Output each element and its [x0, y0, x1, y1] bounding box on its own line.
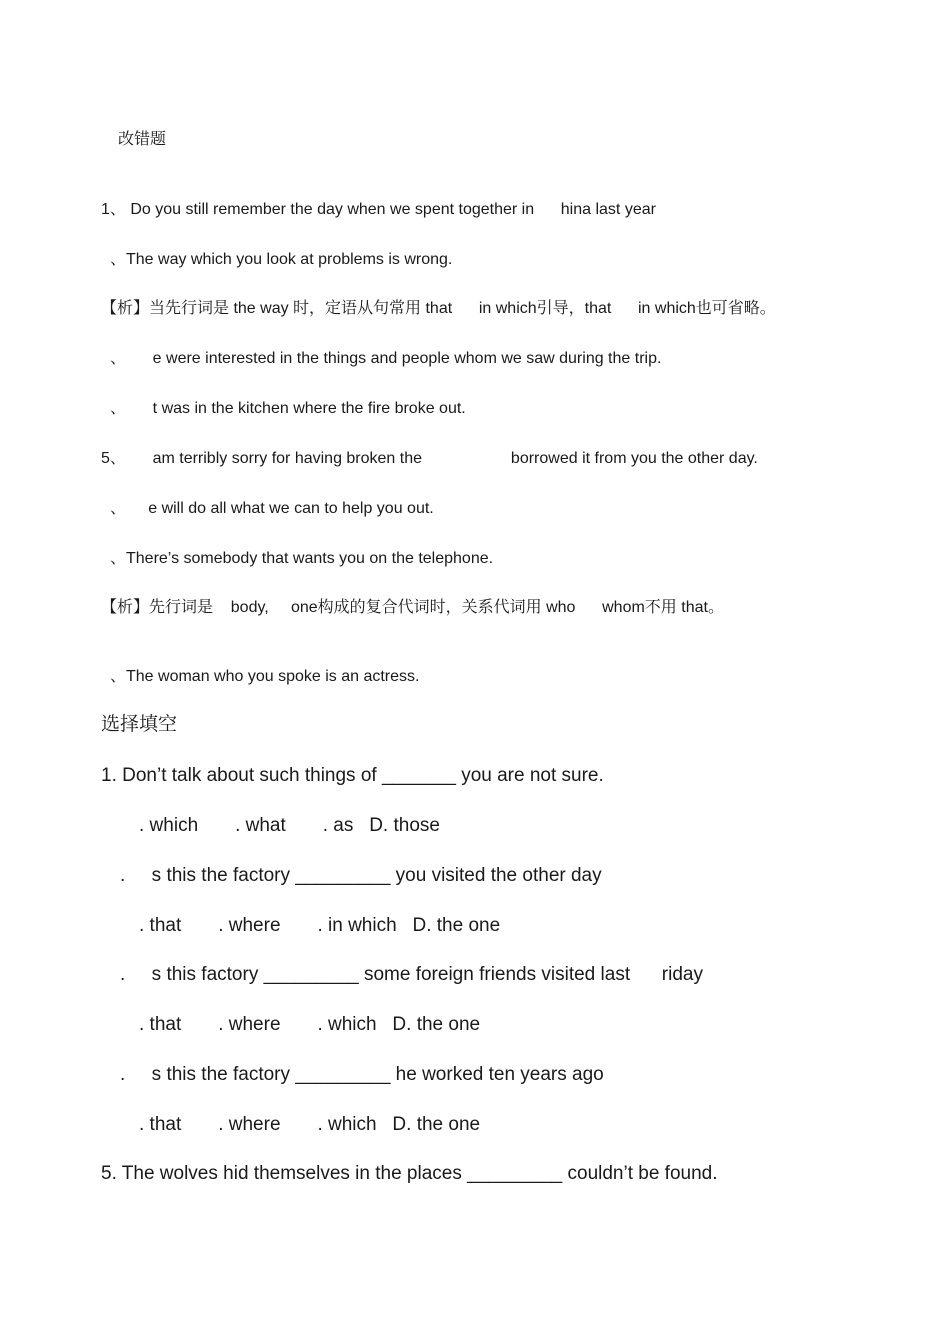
error-item-1: 1、 Do you still remember the day when we spent together in hina last year: [101, 201, 656, 218]
section-title-error-correction: 改错题: [118, 131, 167, 148]
choice-question-1: 1. Don’t talk about such things of _______ you are not sure.: [101, 765, 604, 786]
choice-options-4: . that . where . which D. the one: [139, 1114, 481, 1135]
choice-question-4: . s this the factory _________ he worked ten years ago: [120, 1064, 604, 1085]
error-item-4: 、 t was in the kitchen where the fire broke out.: [110, 400, 466, 417]
error-item-7: 、There’s somebody that wants you on the telephone.: [110, 550, 494, 567]
choice-options-1: . which . what . as D. those: [139, 815, 440, 836]
error-item-6: 、 e will do all what we can to help you out.: [110, 500, 434, 517]
error-item-3: 、 e were interested in the things and people whom we saw during the trip.: [110, 350, 662, 367]
choice-options-2: . that . where . in which D. the one: [139, 915, 501, 936]
choice-options-3: . that . where . which D. the one: [139, 1014, 481, 1035]
choice-question-3: . s this factory _________ some foreign friends visited last riday: [120, 964, 703, 985]
choice-question-5: 5. The wolves hid themselves in the places _________ couldn’t be found.: [101, 1163, 718, 1184]
error-item-8: 、The woman who you spoke is an actress.: [110, 668, 420, 685]
choice-question-2: . s this the factory _________ you visited the other day: [120, 865, 602, 886]
analysis-note-1: 【析】当先行词是 the way 时，定语从句常用 that in which引导，that in which也可省略。: [101, 300, 776, 317]
error-item-2: 、The way which you look at problems is wrong.: [110, 251, 453, 268]
section-title-multiple-choice: 选择填空: [101, 714, 178, 735]
analysis-note-2: 【析】先行词是 body, one构成的复合代词时，关系代词用 who whom不用 that。: [101, 599, 724, 616]
error-item-5: 5、 am terribly sorry for having broken the borrowed it from you the other day.: [101, 450, 758, 467]
